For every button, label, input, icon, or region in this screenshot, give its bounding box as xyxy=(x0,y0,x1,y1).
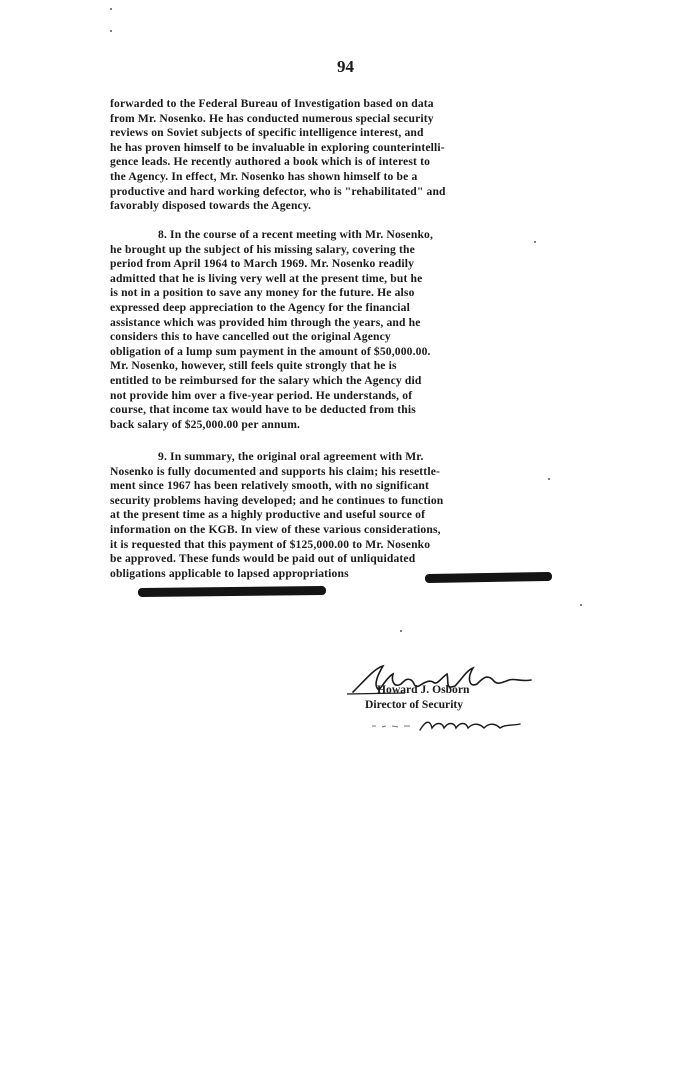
paragraph-line: obligation of a lump sum payment in the amount of $50,000.00. xyxy=(110,344,431,358)
paragraph-line: gence leads. He recently authored a book which is of interest to xyxy=(110,155,431,169)
scan-speck xyxy=(400,630,402,632)
paragraph-line: 8. In the course of a recent meeting with Mr. Nosenko, xyxy=(158,228,434,241)
paragraph-line: back salary of $25,000.00 per annum. xyxy=(110,417,301,431)
scan-speck xyxy=(548,478,550,480)
paragraph-line: admitted that he is living very well at the present time, but he xyxy=(110,271,423,285)
paragraph-line: the Agency. In effect, Mr. Nosenko has shown himself to be a xyxy=(110,169,418,183)
paragraph-line: it is requested that this payment of $125,000.00 to Mr. Nosenko xyxy=(110,537,431,551)
redaction-mark xyxy=(138,586,326,597)
paragraph-line: security problems having developed; and he continues to function xyxy=(110,493,444,507)
paragraph-line: favorably disposed towards the Agency. xyxy=(110,199,312,213)
paragraph-9 xyxy=(110,450,544,581)
paragraph-line: productive and hard working defector, who is "rehabilitated" and xyxy=(110,184,446,198)
paragraph-line: ment since 1967 has been relatively smooth, with no significant xyxy=(110,479,430,493)
page-number: 94 xyxy=(337,57,354,76)
signature-block xyxy=(367,682,469,712)
paragraph-line: from Mr. Nosenko. He has conducted numerous special security xyxy=(110,111,434,125)
paragraph-line: he brought up the subject of his missing salary, covering the xyxy=(110,242,415,256)
scan-speck xyxy=(580,604,582,606)
paragraph-line: period from April 1964 to March 1969. Mr. Nosenko readily xyxy=(110,257,415,271)
paragraph-line: not provide him over a five-year period. He understands, of xyxy=(110,388,413,402)
scan-speck xyxy=(110,8,112,10)
signatory-title: Director of Security xyxy=(365,698,464,711)
redaction-mark xyxy=(425,572,552,583)
signatory-name: Howard J. Osborn xyxy=(377,683,470,696)
scan-speck xyxy=(534,241,536,243)
paragraph-line: Nosenko is fully documented and supports his claim; his resettle- xyxy=(110,464,440,478)
paragraph-line: information on the KGB. In view of these various considerations, xyxy=(110,522,441,536)
paragraph-line: considers this to have cancelled out the original Agency xyxy=(110,330,391,344)
paragraph-line: obligations applicable to lapsed appropriations xyxy=(110,566,349,580)
paragraph-line: reviews on Soviet subjects of specific intelligence interest, and xyxy=(110,126,424,140)
paragraph-intro xyxy=(110,97,544,214)
paragraph-line: at the present time as a highly productive and useful source of xyxy=(110,508,426,522)
paragraph-line: forwarded to the Federal Bureau of Investigation based on data xyxy=(110,97,434,110)
paragraph-line: entitled to be reimbursed for the salary which the Agency did xyxy=(110,373,422,387)
scan-speck xyxy=(110,30,112,32)
paragraph-line: 9. In summary, the original oral agreement with Mr. xyxy=(158,450,424,463)
paragraph-8 xyxy=(110,228,544,432)
handwritten-scrawl xyxy=(370,716,530,736)
paragraph-line: he has proven himself to be invaluable in exploring counterintelli- xyxy=(110,140,445,154)
paragraph-line: expressed deep appreciation to the Agency for the financial xyxy=(110,300,410,314)
paragraph-line: course, that income tax would have to be deducted from this xyxy=(110,403,416,417)
paragraph-line: assistance which was provided him through the years, and he xyxy=(110,315,421,329)
paragraph-line: is not in a position to save any money for the future. He also xyxy=(110,286,415,300)
paragraph-line: be approved. These funds would be paid out of unliquidated xyxy=(110,552,416,566)
paragraph-line: Mr. Nosenko, however, still feels quite strongly that he is xyxy=(110,359,397,373)
